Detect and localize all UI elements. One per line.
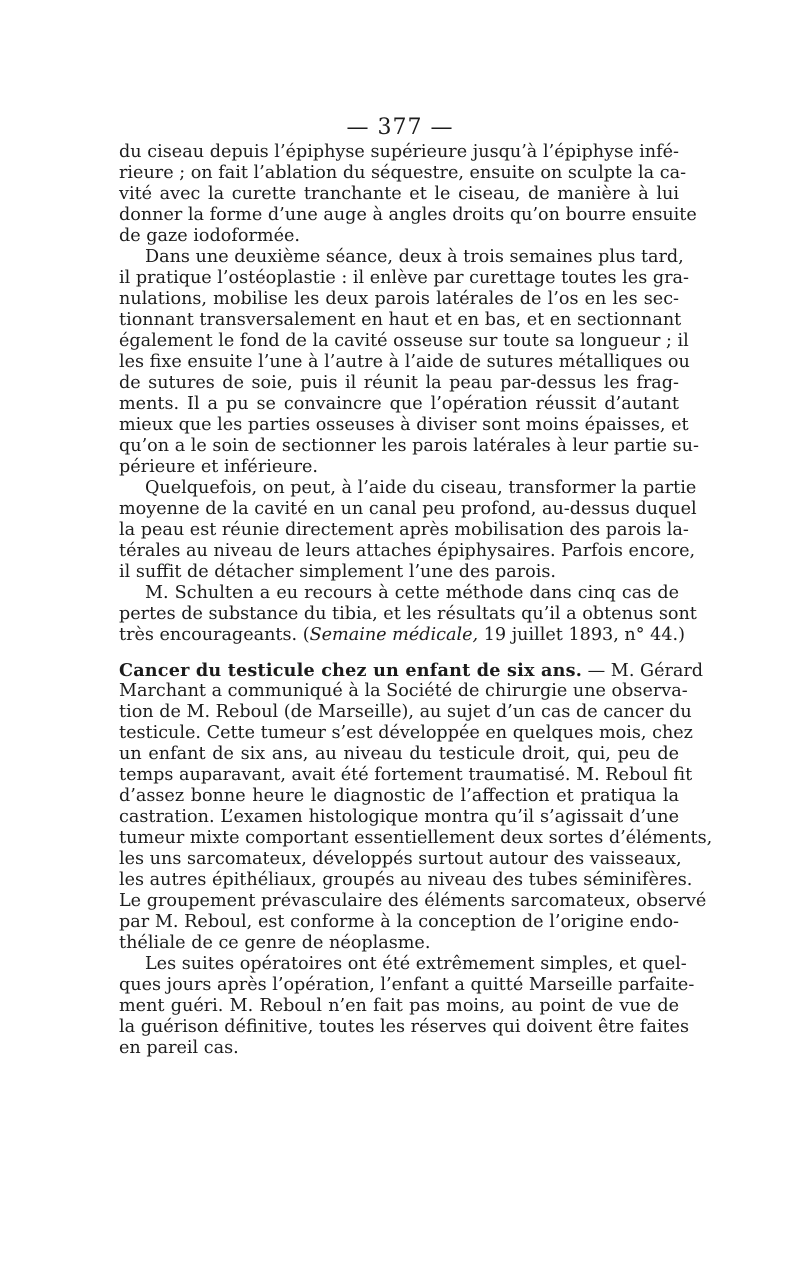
section-title: Cancer du testicule chez un enfant de six ans. (119, 660, 583, 681)
text-line: mieux que les parties osseuses à diviser sont moins épaisses, et (119, 415, 689, 435)
text-line: M. Schulten a eu recours à cette méthode dans cinq cas de (145, 583, 679, 603)
text-line: Marchant a communiqué à la Société de chirurgie une observa- (119, 681, 688, 701)
text-line: temps auparavant, avait été fortement traumatisé. M. Reboul fit (119, 765, 693, 785)
journal-title: Semaine médicale, (309, 625, 479, 645)
text-line: de gaze iodoformée. (119, 226, 300, 246)
text-line: par M. Reboul, est conforme à la conception de l’origine endo- (119, 912, 679, 932)
section-gap (119, 646, 679, 660)
text-line (119, 625, 685, 646)
title-continuation: — M. Gérard (582, 661, 704, 681)
text-line: tumeur mixte comportant essentiellement deux sortes d’éléments, (119, 828, 713, 848)
text-line: la peau est réunie directement après mobilisation des parois la- (119, 520, 689, 540)
text-line: ments. Il a pu se convaincre que l’opération réussit d’autant (119, 394, 679, 414)
text-line: théliale de ce genre de néoplasme. (119, 933, 431, 953)
paragraph (119, 247, 699, 478)
text-line: également le fond de la cavité osseuse sur toute sa longueur ; il (119, 331, 689, 351)
text-line: térales au niveau de leurs attaches épiphysaires. Parfois encore, (119, 541, 696, 561)
text-line: du ciseau depuis l’épiphyse supérieure jusqu’à l’épiphyse infé- (119, 142, 679, 162)
paragraph (119, 954, 695, 1059)
text-line: en pareil cas. (119, 1038, 239, 1058)
text-line: la guérison définitive, toutes les réserves qui doivent être faites (119, 1017, 689, 1037)
text-line: vité avec la curette tranchante et le ciseau, de manière à lui (119, 184, 679, 204)
text-line: d’assez bonne heure le diagnostic de l’affection et pratiqua la (119, 786, 679, 806)
text-line: il suffit de détacher simplement l’une des parois. (119, 562, 557, 582)
text-line: il pratique l’ostéoplastie : il enlève par curettage toutes les gra- (119, 268, 689, 288)
text-line: tion de M. Reboul (de Marseille), au sujet d’un cas de cancer du (119, 702, 692, 722)
text-line: de sutures de soie, puis il réunit la peau par-dessus les frag- (119, 373, 679, 393)
text-line: tionnant transversalement en haut et en bas, et en sectionnant (119, 310, 682, 330)
paragraph (119, 583, 697, 646)
citation-suffix: 19 juillet 1893, n° 44.) (478, 625, 685, 645)
text-line: donner la forme d’une auge à angles droits qu’on bourre ensuite (119, 205, 697, 225)
text-line: les fixe ensuite l’une à l’autre à l’aide de sutures métalliques ou (119, 352, 690, 372)
text-line (119, 660, 704, 681)
text-line: moyenne de la cavité en un canal peu profond, au-dessus duquel (119, 499, 697, 519)
text-line: les uns sarcomateux, développés surtout autour des vaisseaux, (119, 849, 682, 869)
text-line: Les suites opératoires ont été extrêmement simples, et quel- (145, 954, 687, 974)
text-line: testicule. Cette tumeur s’est développée en quelques mois, chez (119, 723, 693, 743)
page-body-text (119, 142, 713, 1059)
paragraph (119, 660, 713, 954)
paragraph (119, 142, 697, 247)
text-line: ques jours après l’opération, l’enfant a quitté Marseille parfaite- (119, 975, 695, 995)
text-line: pertes de substance du tibia, et les résultats qu’il a obtenus sont (119, 604, 697, 624)
text-line: les autres épithéliaux, groupés au niveau des tubes séminifères. (119, 870, 693, 890)
paragraph (119, 478, 697, 583)
citation-prefix: très encourageants. ( (119, 625, 310, 645)
text-line: Dans une deuxième séance, deux à trois semaines plus tard, (145, 247, 684, 267)
page-number: — 377 — (346, 115, 454, 140)
text-line: un enfant de six ans, au niveau du testicule droit, qui, peu de (119, 744, 679, 764)
text-line: nulations, mobilise les deux parois latérales de l’os en les sec- (119, 289, 679, 309)
text-line: Quelquefois, on peut, à l’aide du ciseau, transformer la partie (145, 478, 697, 498)
text-line: rieure ; on fait l’ablation du séquestre, ensuite on sculpte la ca- (119, 163, 687, 183)
text-line: qu’on a le soin de sectionner les parois latérales à leur partie su- (119, 436, 699, 456)
text-line: Le groupement prévasculaire des éléments sarcomateux, observé (119, 891, 707, 911)
text-line: ment guéri. M. Reboul n’en fait pas moins, au point de vue de (119, 996, 679, 1016)
text-line: périeure et inférieure. (119, 457, 319, 477)
text-line: castration. L’examen histologique montra qu’il s’agissait d’une (119, 807, 679, 827)
